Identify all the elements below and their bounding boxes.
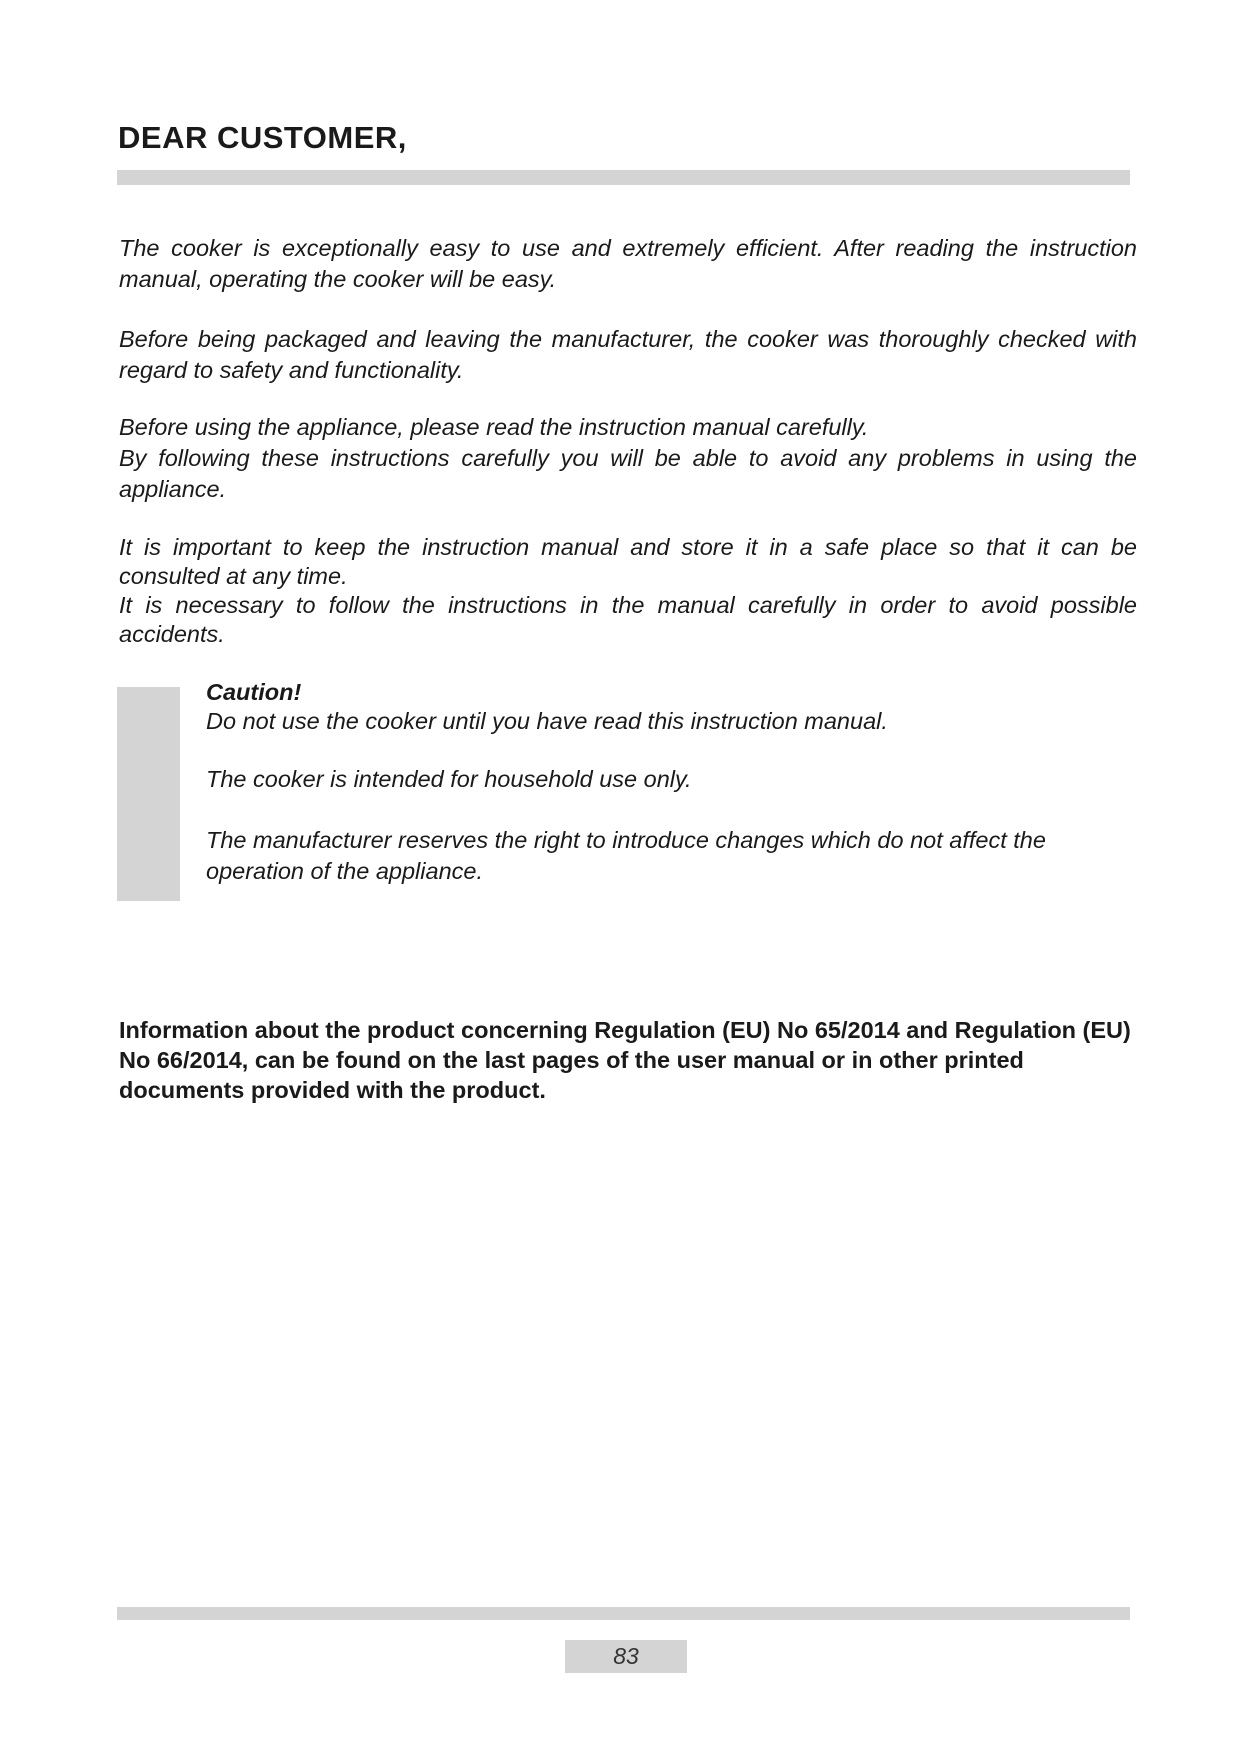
caution-marker-bar (117, 687, 180, 901)
regulation-info: Information about the product concerning Regulation (EU) No 65/2014 and Regulation (EU) No 66/2014, can be found on the last pages of the user manual or in other printed documents provided with the product. (119, 1017, 1131, 1103)
read-manual-paragraph (119, 412, 1137, 505)
paragraph-line: It is important to keep the instruction manual and store it in a safe place so that it can be consulted at any time. (119, 534, 1137, 589)
paragraph-line: By following these instructions carefully you will be able to avoid any problems in using the appliance. (119, 445, 1137, 502)
caution-line (206, 825, 1136, 887)
caution-heading (206, 677, 1136, 708)
quality-check-paragraph (119, 324, 1137, 386)
caution-text: Do not use the cooker until you have read this instruction manual. (206, 708, 888, 734)
paragraph-line: Before using the appliance, please read the instruction manual carefully. (119, 414, 869, 440)
page-title: DEAR CUSTOMER, (118, 120, 407, 155)
title-underline-bar (117, 170, 1130, 185)
caution-line (206, 706, 1136, 737)
page-number: 83 (565, 1640, 687, 1673)
caution-title: Caution! (206, 679, 302, 705)
caution-text: The cooker is intended for household use only. (206, 766, 692, 792)
caution-line (206, 764, 1136, 795)
paragraph-line: It is necessary to follow the instructions in the manual carefully in order to avoid possible accidents. (119, 592, 1137, 647)
intro-paragraph (119, 233, 1137, 295)
paragraph-line: Before being packaged and leaving the manufacturer, the cooker was thoroughly checked with regard to safety and functionality. (119, 326, 1137, 383)
keep-manual-paragraph (119, 533, 1137, 649)
paragraph-line: The cooker is exceptionally easy to use and extremely efficient. After reading the instruction manual, operating the cooker will be easy. (119, 235, 1137, 292)
caution-text: The manufacturer reserves the right to introduce changes which do not affect the operation of the appliance. (206, 827, 1046, 884)
footer-bar (117, 1607, 1130, 1620)
